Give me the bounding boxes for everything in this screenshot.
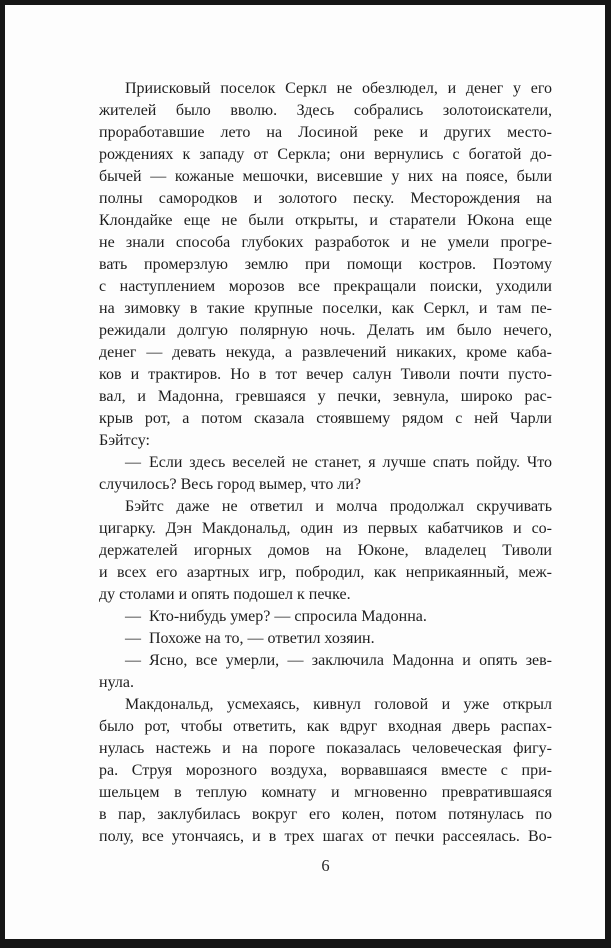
page-number: 6 bbox=[321, 856, 330, 875]
text-line: бычей — кожаные мешочки, висевшие у них на поясе, были bbox=[99, 168, 552, 185]
text-line: жителей было вволю. Здесь собрались золотоискатели, bbox=[99, 102, 552, 119]
text-line: — Похоже на то, — ответил хозяин. bbox=[125, 630, 375, 647]
text-line: Приисковый поселок Серкл не обезлюдел, и денег у его bbox=[125, 80, 552, 97]
text-line: Клондайке еще не были открыты, и старатели Юкона еще bbox=[99, 212, 552, 229]
text-line: ду столами и опять подошел к печке. bbox=[99, 586, 351, 603]
text-line: нула. bbox=[99, 674, 134, 691]
text-line: Макдональд, усмехаясь, кивнул головой и уже открыл bbox=[125, 696, 552, 713]
text-line: — Если здесь веселей не станет, я лучше спать пойду. Что bbox=[125, 454, 552, 471]
text-line: денег — девать некуда, а развлечений никаких, кроме каба- bbox=[99, 344, 552, 361]
text-line: ра. Струя морозного воздуха, ворвавшаяся вместе с при- bbox=[99, 762, 552, 779]
text-line: режидали долгую полярную ночь. Делать им было нечего, bbox=[99, 322, 552, 339]
text-line: полу, все утончаясь, и в трех шагах от печки рассеялась. Во- bbox=[99, 828, 552, 845]
text-line: на зимовку в такие крупные поселки, как Серкл, и там пе- bbox=[99, 300, 552, 317]
text-line: Бэйтсу: bbox=[99, 432, 150, 449]
page-text bbox=[99, 78, 552, 848]
text-line: нулась настежь и на пороге показалась человеческая фигу- bbox=[99, 740, 552, 757]
text-line: ков и трактиров. Но в тот вечер салун Тиволи почти пусто- bbox=[99, 366, 552, 383]
text-line: полны самородков и золотого песку. Месторождения на bbox=[99, 190, 552, 207]
text-line: вал, и Мадонна, гревшаяся у печки, зевнула, широко рас- bbox=[99, 388, 552, 405]
text-line: было рот, чтобы ответить, как вдруг входная дверь распах- bbox=[99, 718, 552, 735]
text-line: и всех его азартных игр, побродил, как неприкаянный, меж- bbox=[99, 564, 552, 581]
text-line: случилось? Весь город вымер, что ли? bbox=[99, 476, 361, 493]
text-line: — Кто-нибудь умер? — спросила Мадонна. bbox=[125, 608, 427, 625]
text-line: крыв рот, а потом сказала стоявшему рядом с ней Чарли bbox=[99, 410, 552, 427]
text-line: проработавшие лето на Лосиной реке и других место- bbox=[99, 124, 552, 141]
text-line: цигарку. Дэн Макдональд, один из первых кабатчиков и со- bbox=[99, 520, 552, 537]
text-line: в пар, заклубилась вокруг его колен, потом потянулась по bbox=[99, 806, 552, 823]
text-line: держателей игорных домов на Юконе, владелец Тиволи bbox=[99, 542, 552, 559]
text-line: Бэйтс даже не ответил и молча продолжал скручивать bbox=[125, 498, 552, 515]
text-line: не знали способа глубоких разработок и не умели прогре- bbox=[99, 234, 552, 251]
text-line: шельцем в теплую комнату и мгновенно превратившаяся bbox=[99, 784, 552, 801]
text-line: рождениях к западу от Серкла; они вернулись с богатой до- bbox=[99, 146, 552, 163]
text-line: с наступлением морозов все прекращали поиски, уходили bbox=[99, 278, 552, 295]
text-line: — Ясно, все умерли, — заключила Мадонна и опять зев- bbox=[125, 652, 552, 669]
text-line: вать промерзлую землю при помощи костров. Поэтому bbox=[99, 256, 552, 273]
